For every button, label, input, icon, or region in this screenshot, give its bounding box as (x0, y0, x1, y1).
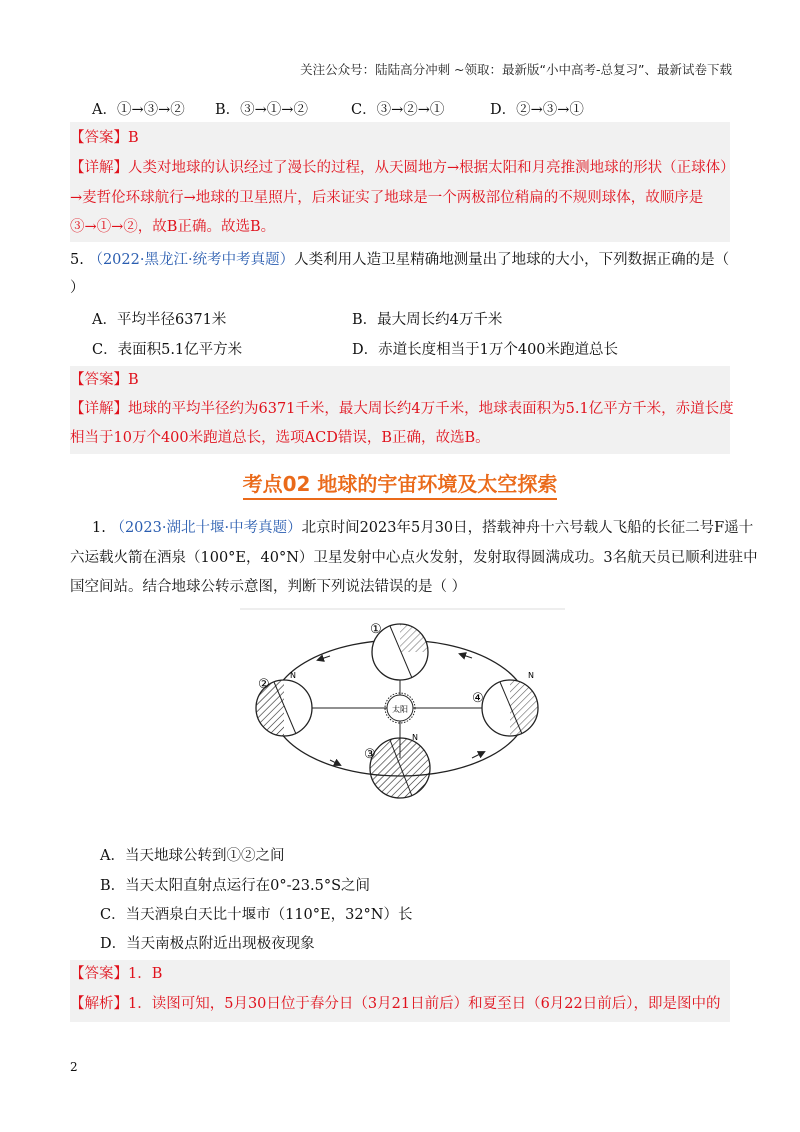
q5-stem (70, 246, 729, 274)
q1-analysis (70, 990, 721, 1018)
orbit-arrow-icon (460, 654, 472, 658)
q1-option-a: A．当天地球公转到①②之间 (100, 848, 285, 864)
position-label-1: ① (370, 622, 382, 637)
detail-label: 【详解】 (70, 401, 128, 417)
q4-option-d: D．②→③→① (490, 102, 584, 118)
q1-answer (70, 960, 162, 988)
q5-option-a: A．平均半径6371米 (92, 312, 227, 328)
q5-source: （2022·黑龙江·统考中考真题） (88, 252, 295, 268)
north-label-4: N (528, 671, 534, 680)
q1-stem-line-2: 六运载火箭在酒泉（100°E，40°N）卫星发射中心点火发射，发射取得圆满成功。3名航天员已顺利进驻中 (70, 550, 758, 566)
q1-option-c: C．当天酒泉白天比十堰市（110°E，32°N）长 (100, 907, 413, 923)
page-number: 2 (70, 1060, 78, 1074)
q4-detail-line-1 (70, 154, 735, 182)
q5-option-c: C．表面积5.1亿平方米 (92, 342, 243, 358)
position-label-4: ④ (472, 691, 484, 706)
analysis-text: 1．读图可知，5月30日位于春分日（3月21日前后）和夏至日（6月22日前后），即是图中的 (128, 996, 721, 1012)
detail-text: 人类对地球的认识经过了漫长的过程，从天圆地方→根据太阳和月亮推测地球的形状（正球体） (128, 160, 735, 176)
q5-option-b: B．最大周长约4万千米 (352, 312, 503, 328)
position-label-2: ② (258, 677, 270, 692)
answer-label: 【答案】 (70, 372, 128, 388)
q4-option-a: A．①→③→② (92, 102, 185, 118)
earth-position-4 (482, 680, 538, 736)
sun-label: 太阳 (392, 705, 408, 714)
north-label-2: N (290, 671, 296, 680)
position-label-3: ③ (364, 747, 376, 762)
answer-label: 【答案】 (70, 966, 128, 982)
q1-stem-line-1 (92, 514, 753, 542)
q1-number: 1. (92, 520, 106, 536)
north-label-3: N (412, 733, 418, 742)
orbit-arrow-icon (472, 752, 484, 758)
detail-text: 地球的平均半径约为6371千米，最大周长约4万千米，地球表面积为5.1亿平方千米，赤道长度 (128, 401, 734, 417)
q5-answer (70, 366, 139, 394)
answer-value: B (128, 372, 139, 388)
orbit-arrow-icon (318, 656, 330, 660)
analysis-label: 【解析】 (70, 996, 128, 1012)
q5-detail-line-1 (70, 395, 734, 423)
q1-option-b: B．当天太阳直射点运行在0°-23.5°S之间 (100, 878, 370, 894)
earth-position-3 (370, 738, 430, 798)
q4-option-b: B．③→①→② (215, 102, 308, 118)
q4-detail-line-3: ③→①→②，故B正确。故选B。 (70, 219, 276, 235)
q4-option-c: C．③→②→① (351, 102, 445, 118)
q1-stem-line-3: 国空间站。结合地球公转示意图，判断下列说法错误的是（ ） (70, 579, 467, 595)
answer-value: B (128, 130, 139, 146)
q5-stem-text: 人类利用人造卫星精确地测量出了地球的大小，下列数据正确的是（ (294, 252, 730, 268)
q4-answer (70, 124, 139, 152)
q5-stem-end: ） (70, 280, 85, 296)
q1-source: （2023·湖北十堰·中考真题） (110, 520, 302, 536)
q1-stem-text: 北京时间2023年5月30日，搭载神舟十六号载人飞船的长征二号F遥十 (301, 520, 754, 536)
earth-orbit-diagram (240, 608, 565, 813)
orbit-arrow-icon (330, 760, 340, 765)
detail-label: 【详解】 (70, 160, 128, 176)
header-note: 关注公众号：陆陆高分冲刺 ~领取：最新版“小中高考-总复习”、最新试卷下载 (300, 62, 732, 77)
answer-value: 1．B (128, 966, 163, 982)
section-title: 考点02 地球的宇宙环境及太空探索 (0, 468, 800, 497)
q4-detail-line-2: →麦哲伦环球航行→地球的卫星照片，后来证实了地球是一个两极部位稍扁的不规则球体，故顺序是 (70, 190, 704, 206)
q5-detail-line-2: 相当于10万个400米跑道总长，选项ACD错误，B正确，故选B。 (70, 430, 490, 446)
answer-label: 【答案】 (70, 130, 128, 146)
q5-number: 5. (70, 252, 84, 268)
q5-option-d: D．赤道长度相当于1万个400米跑道总长 (352, 342, 619, 358)
q1-option-d: D．当天南极点附近出现极夜现象 (100, 936, 315, 952)
